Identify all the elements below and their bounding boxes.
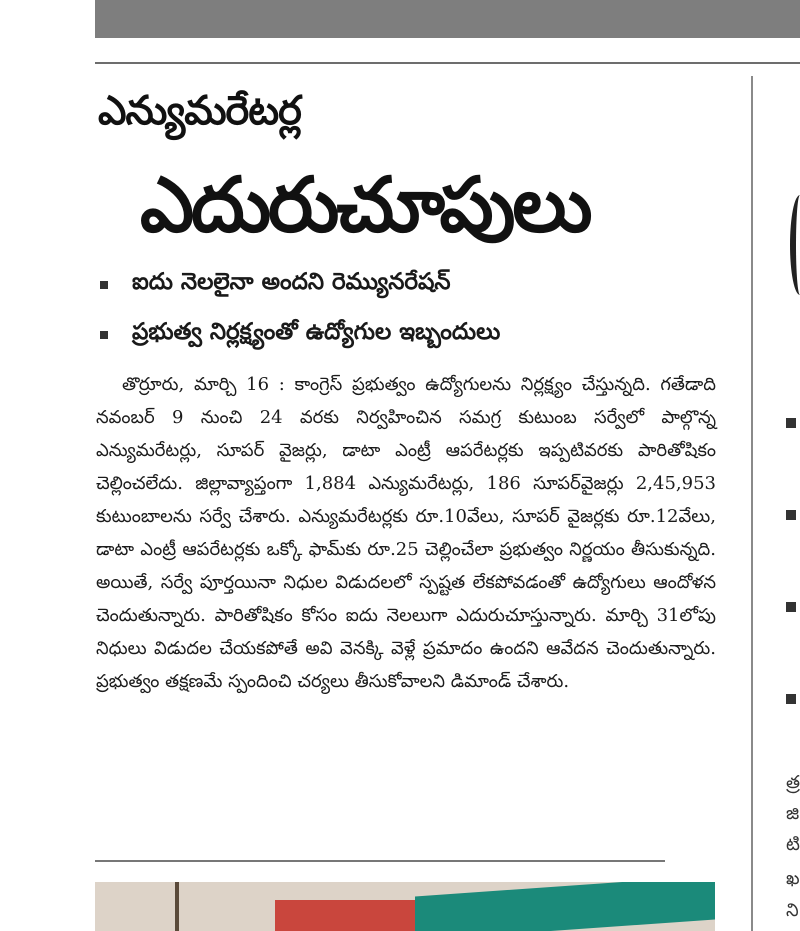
neighbor-text-fragment: టి — [786, 834, 800, 855]
deck-item — [98, 260, 738, 310]
neighbor-text-fragment: ని — [786, 900, 799, 921]
article-kicker: ఎన్యుమరేటర్ల — [98, 88, 301, 134]
square-bullet-icon — [100, 331, 108, 339]
deck-text: ఐదు నెలలైనా అందని రెమ్యునరేషన్ — [132, 269, 451, 295]
column-rule — [751, 76, 753, 931]
bottom-rule — [95, 860, 665, 862]
square-bullet-icon — [100, 281, 108, 289]
deck-list — [98, 260, 738, 360]
neighbor-bullet-icon — [786, 510, 796, 520]
neighbor-text-fragment: త్ర — [786, 772, 800, 793]
neighbor-bullet-icon — [786, 602, 796, 612]
photo-red-cloth — [275, 900, 435, 931]
deck-item — [98, 310, 738, 360]
neighbor-bullet-icon — [786, 418, 796, 428]
protest-photo — [95, 882, 715, 931]
neighbor-text-fragment: ఖ — [786, 868, 800, 889]
article-body: తొర్రూరు, మార్చి 16 : కాంగ్రెస్ ప్రభుత్వం ఉద్యోగులను నిర్లక్ష్యం చేస్తున్నది. గతేడాది నవంబర్ 9 నుంచి 24 వరకు నిర్వహించిన సమగ్ర కుటుంబ సర్వేలో పాల్గొన్న ఎన్యుమరేటర్లు, సూపర్ వైజర్లు, డాటా ఎంట్రీ ఆపరేటర్లకు ఇప్పటివరకు పారితోషికం చెల్లించలేదు. జిల్లావ్యాప్తంగా 1,884 ఎన్యుమరేటర్లు, 186 సూపర్‌వైజర్లు 2,45,953 కుటుంబాలను సర్వే చేశారు. ఎన్యుమరేటర్లకు రూ.10వేలు, సూపర్ వైజర్లకు రూ.12వేలు, డాటా ఎంట్రీ ఆపరేటర్లకు ఒక్కో ఫామ్‌కు రూ.25 చెల్లించేలా ప్రభుత్వం నిర్ణయం తీసుకున్నది. అయితే, సర్వే పూర్తయినా నిధుల విడుదలలో స్పష్టత లేకపోవడంతో ఉద్యోగులు ఆందోళన చెందుతున్నారు. పారితోషికం కోసం ఐదు నెలలుగా ఎదురుచూస్తున్నారు. మార్చి 31లోపు నిధులు విడుదల చేయకపోతే అవి వెనక్కి వెళ్లే ప్రమాదం ఉందని ఆవేదన చెందుతున్నారు. ప్రభుత్వం తక్షణమే స్పందించి చర్యలు తీసుకోవాలని డిమాండ్ చేశారు. — [96, 374, 716, 692]
article-headline: ఎదురుచూపులు — [140, 160, 590, 249]
top-rule — [95, 62, 800, 64]
deck-text: ప్రభుత్వ నిర్లక్ష్యంతో ఉద్యోగుల ఇబ్బందులు — [132, 319, 501, 345]
neighbor-headline-fragment — [790, 195, 800, 295]
top-gray-bar — [95, 0, 800, 38]
photo-green-banner — [415, 882, 715, 931]
photo-pole — [175, 882, 179, 931]
neighbor-text-fragment: జి — [786, 803, 800, 824]
neighbor-bullet-icon — [786, 694, 796, 704]
